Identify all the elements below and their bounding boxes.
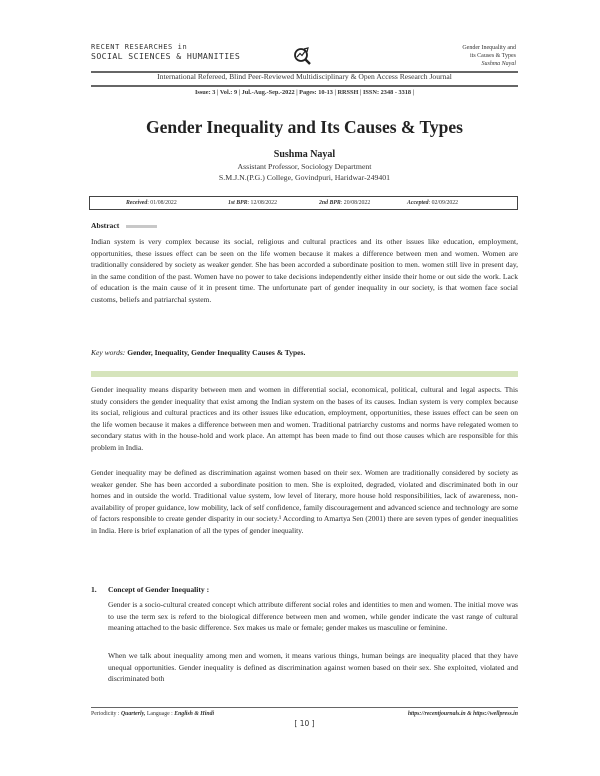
author-name: Sushma Nayal: [273, 149, 336, 160]
header-rule-bottom: [91, 85, 518, 87]
section-number: 1.: [91, 585, 97, 594]
running-author: Sushma Nayal: [481, 61, 516, 67]
second-bpr-date: 2nd BPR: 20/08/2022: [319, 200, 371, 206]
first-bpr-date: 1st BPR: 12/08/2022: [228, 200, 277, 206]
author-affiliation-line1: Assistant Professor, Sociology Department: [237, 162, 372, 171]
journal-name-line1: RECENT RESEARCHES in: [91, 43, 188, 51]
journal-name-line2: SOCIAL SCIENCES & HUMANITIES: [91, 50, 241, 61]
footer-rule: [91, 707, 518, 708]
section1-paragraph-2: When we talk about inequality among men and women, it means various things, human beings are inequality placed that they have unequal opportunities. Gender inequality is defined as discrimination against women based on their sex. She exploited, violated and discriminated both: [108, 651, 518, 684]
running-title-line2: its Causes & Types: [470, 53, 516, 59]
journal-name: [91, 44, 240, 61]
footer-periodicity: Periodicity : Quarterly, Language : English & Hindi: [91, 711, 215, 717]
abstract-text: Indian system is very complex because its social, religious and cultural practices and its other issues like education, employment, opportunities, these issues effect can be seen on the life women because it makes a difference between men and women. Women are traditionally considered by society as weaker gender. She has been accorded a subordinate position to men. women still live in present day, in the same condition of the past. Women have no power to take decisions independently either inside their home or out side the work. Lack of education is the main cause of it in present time. The unfortunate part of gender inequality in our society, is that women face social customs, beliefs and patriarchal system.: [91, 237, 518, 304]
section-divider-bar: [91, 371, 518, 377]
running-title-line1: Gender Inequality and: [462, 45, 516, 51]
abstract-heading: Abstract: [91, 221, 120, 230]
magnifier-chart-icon: [293, 46, 313, 66]
received-date: Received: 01/08/2022: [126, 200, 177, 206]
body-paragraph-1: Gender inequality means disparity between men and women in differential social, economical, political, cultural and legal aspects. This study considers the gender inequality that exist among the Indian system on the bases of its causes. Indian system is very complex because its social, religious and cultural practices and its other issues like education, employment, opportunities, these issues effect can be seen on the life women because it makes a difference between men and women. Traditional patriarchy customs and norms have relegated women to secondary status with in the house-hold and work place. An attempt has been made to find out those causes which are responsible for this problem in India.: [91, 385, 518, 452]
footer-links[interactable]: https://recentjournals.in & https://wellpress.in: [407, 711, 518, 717]
section-heading-concept: [91, 585, 209, 594]
submission-dates-box: [89, 196, 518, 210]
keywords: [91, 348, 305, 357]
section-title: Concept of Gender Inequality :: [108, 585, 210, 594]
body-paragraph-2: Gender inequality may be defined as discrimination against women based on their sex. Women are traditionally considered by society as weaker gender. She has been accorded a subordinate position to men. She is exploited, degraded, violated and discriminated both in our homes and in outside the world. Traditional value system, low level of literary, more house hold responsibilities, lack of awareness, non-availability of proper guidance, low mobility, lack of self confidence, family discouragement and advanced science and technology are some of factors responsible to create gender disparity in our society.¹ According to Amartya Sen (2001) there are seven types of gender inequalities in India. Here is brief explanation of all the types of gender inequality.: [91, 468, 518, 535]
accepted-date: Accepted: 02/09/2022: [407, 200, 459, 206]
article-title: Gender Inequality and Its Causes & Types: [145, 117, 463, 137]
page-number: [ 10 ]: [294, 719, 315, 728]
journal-header: [91, 44, 518, 72]
keywords-list: Gender, Inequality, Gender Inequality Causes & Types.: [125, 348, 306, 357]
author-affiliation-line2: S.M.J.N.(P.G.) College, Govindpuri, Haridwar-249401: [218, 173, 391, 182]
running-header: [462, 44, 516, 68]
journal-subtitle: International Refereed, Blind Peer-Reviewed Multidisciplinary & Open Access Research Journal: [157, 72, 452, 81]
issue-line: Issue: 3 | Vol.: 9 | Jul.-Aug.-Sep.-2022 | Pages: 10-13 | RRSSH | ISSN: 2348 - 3318 |: [194, 89, 415, 96]
keywords-label: Key words:: [91, 348, 126, 357]
section1-paragraph-1: Gender is a socio-cultural created concept which attribute different social roles and identities to men and women. The initial move was to use the term sex is referd to the biological difference between men and women, while gender indicate the vast range of cultural meaning attached to the basic difference. Sex makes us male or female; gender makes us masculine or feminine.: [108, 600, 518, 633]
abstract-decoration-bar: [126, 225, 157, 228]
